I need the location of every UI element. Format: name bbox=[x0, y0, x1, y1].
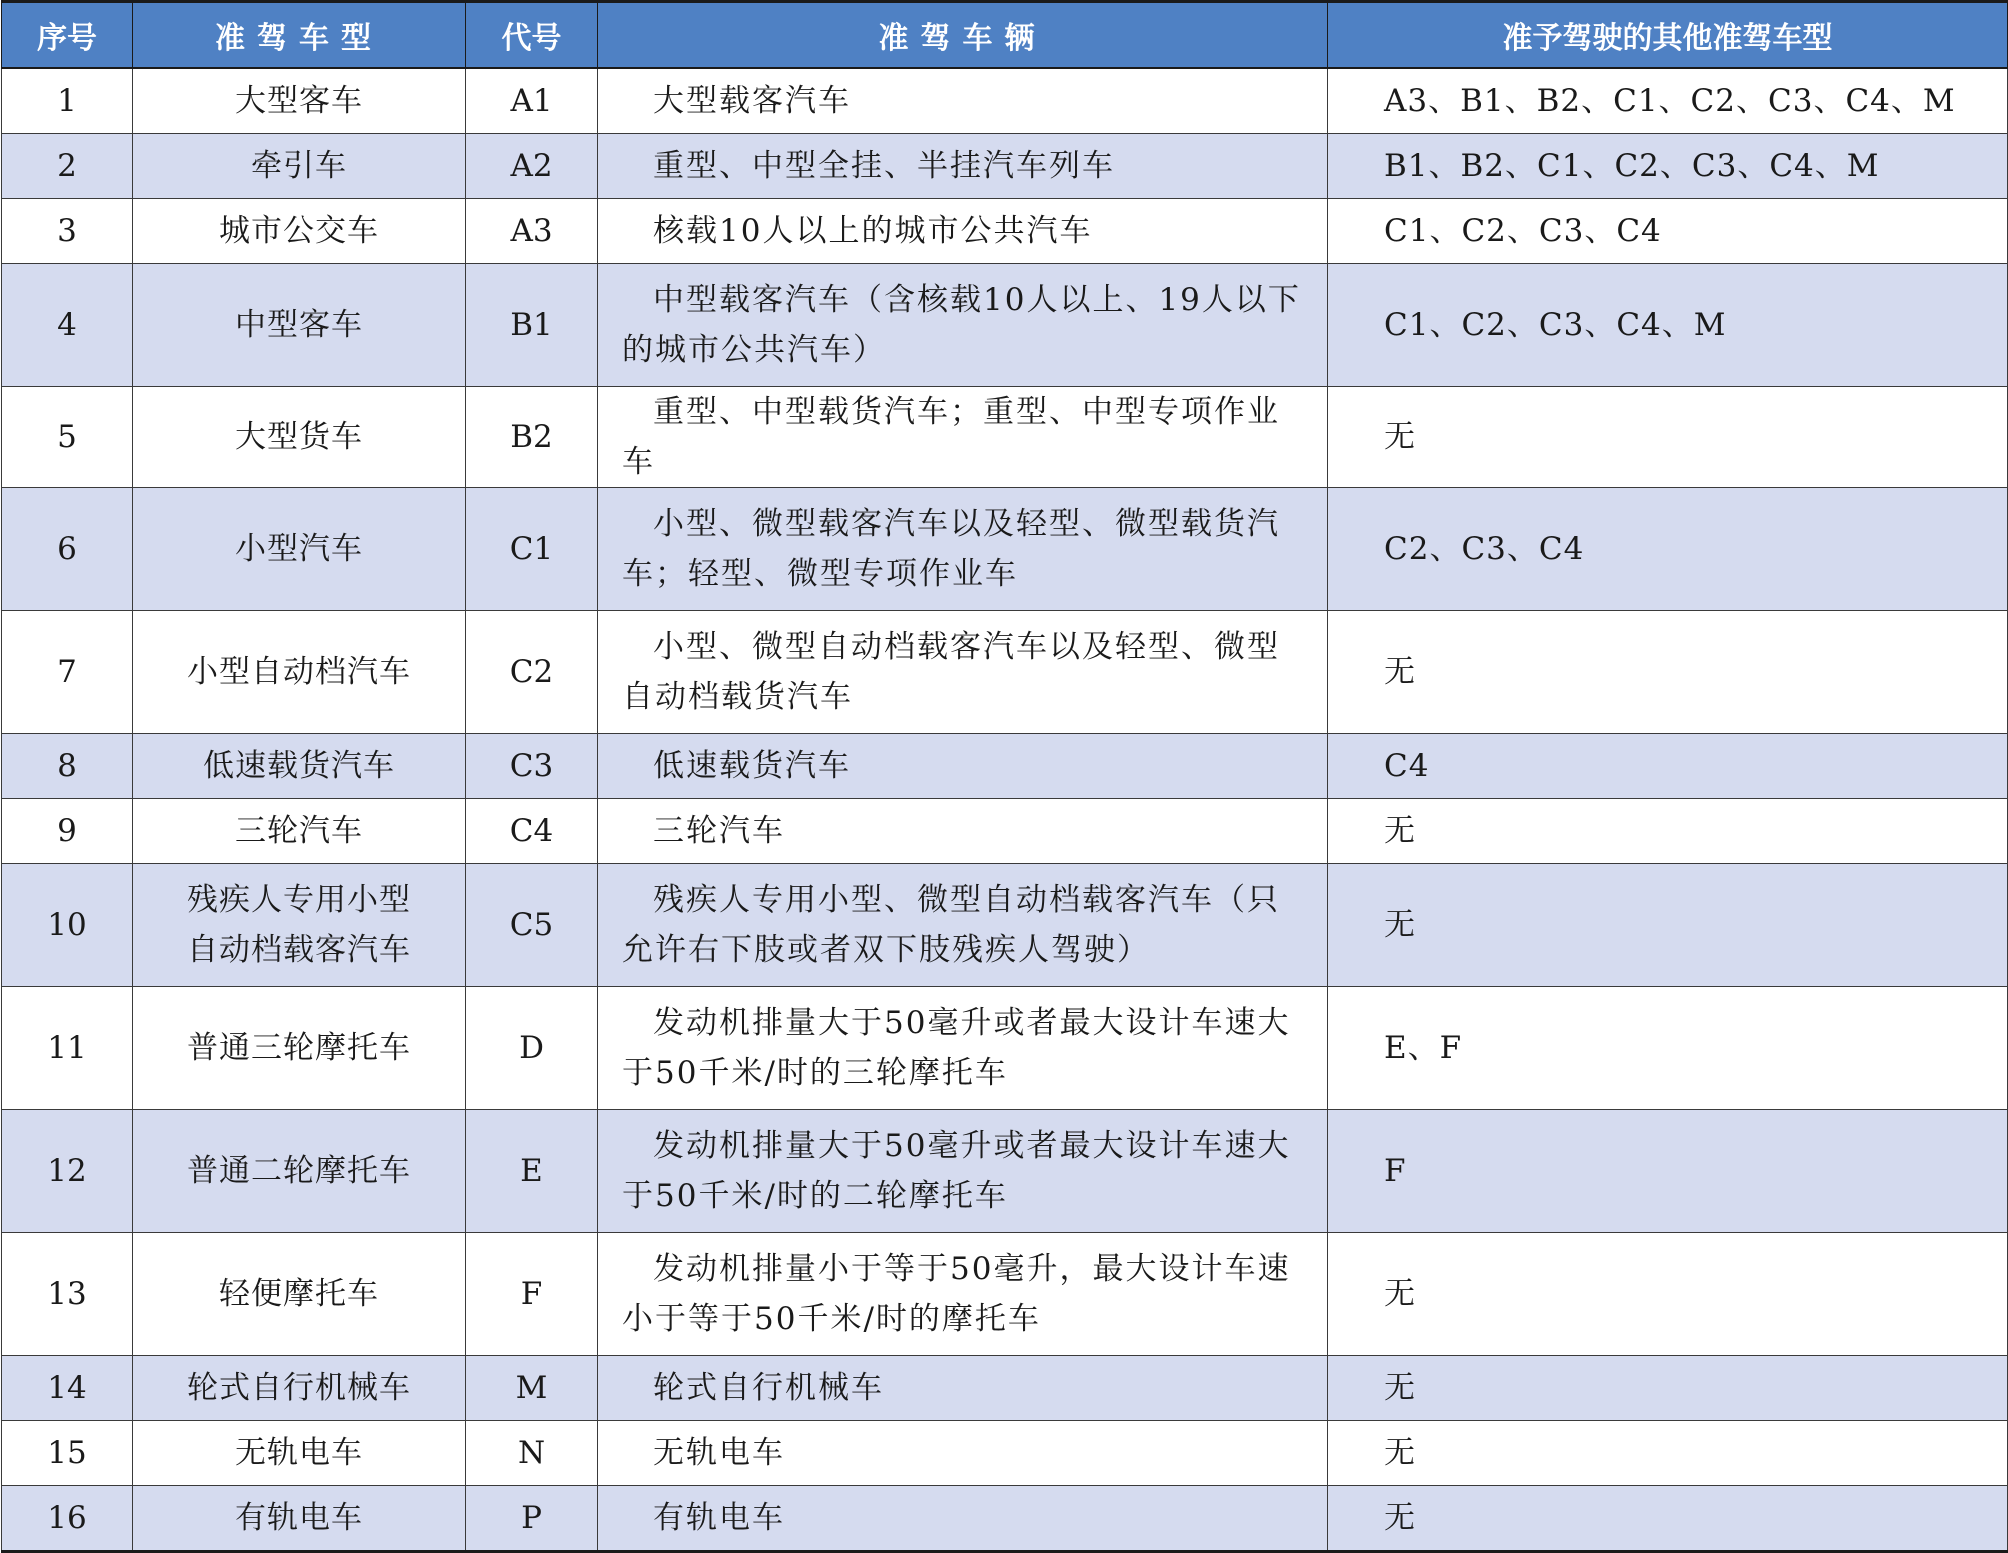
cell-code: A2 bbox=[466, 134, 598, 199]
cell-type: 残疾人专用小型自动档载客汽车 bbox=[133, 864, 466, 987]
cell-vehicles: 发动机排量大于50毫升或者最大设计车速大于50千米/时的三轮摩托车 bbox=[598, 987, 1328, 1110]
cell-other: C1、C2、C3、C4、M bbox=[1328, 264, 2008, 387]
table-body bbox=[2, 68, 2008, 1552]
cell-other: 无 bbox=[1328, 864, 2008, 987]
cell-other: E、F bbox=[1328, 987, 2008, 1110]
cell-code: D bbox=[466, 987, 598, 1110]
cell-type: 普通二轮摩托车 bbox=[133, 1110, 466, 1233]
table-row bbox=[2, 1110, 2008, 1233]
cell-no: 12 bbox=[2, 1110, 133, 1233]
table-row bbox=[2, 864, 2008, 987]
cell-vehicles: 重型、中型载货汽车；重型、中型专项作业车 bbox=[598, 387, 1328, 488]
table-row bbox=[2, 387, 2008, 488]
cell-type: 轻便摩托车 bbox=[133, 1233, 466, 1356]
cell-no: 9 bbox=[2, 799, 133, 864]
cell-code: C3 bbox=[466, 734, 598, 799]
cell-vehicles: 大型载客汽车 bbox=[598, 68, 1328, 134]
cell-vehicles: 轮式自行机械车 bbox=[598, 1356, 1328, 1421]
cell-type: 三轮汽车 bbox=[133, 799, 466, 864]
cell-code: C2 bbox=[466, 611, 598, 734]
cell-other: C2、C3、C4 bbox=[1328, 488, 2008, 611]
table-row bbox=[2, 1233, 2008, 1356]
cell-vehicles: 重型、中型全挂、半挂汽车列车 bbox=[598, 134, 1328, 199]
table-row bbox=[2, 1486, 2008, 1552]
cell-other: 无 bbox=[1328, 1356, 2008, 1421]
cell-type: 大型客车 bbox=[133, 68, 466, 134]
cell-other: C4 bbox=[1328, 734, 2008, 799]
table-row bbox=[2, 734, 2008, 799]
cell-type: 无轨电车 bbox=[133, 1421, 466, 1486]
header-code: 代号 bbox=[466, 2, 598, 69]
cell-type: 城市公交车 bbox=[133, 199, 466, 264]
cell-code: B2 bbox=[466, 387, 598, 488]
cell-type: 低速载货汽车 bbox=[133, 734, 466, 799]
cell-no: 14 bbox=[2, 1356, 133, 1421]
cell-vehicles: 核载10人以上的城市公共汽车 bbox=[598, 199, 1328, 264]
cell-vehicles: 残疾人专用小型、微型自动档载客汽车（只允许右下肢或者双下肢残疾人驾驶） bbox=[598, 864, 1328, 987]
cell-no: 8 bbox=[2, 734, 133, 799]
cell-other: C1、C2、C3、C4 bbox=[1328, 199, 2008, 264]
cell-type: 轮式自行机械车 bbox=[133, 1356, 466, 1421]
cell-vehicles: 小型、微型自动档载客汽车以及轻型、微型自动档载货汽车 bbox=[598, 611, 1328, 734]
cell-no: 16 bbox=[2, 1486, 133, 1552]
table-header bbox=[2, 2, 2008, 69]
cell-code: B1 bbox=[466, 264, 598, 387]
cell-other: 无 bbox=[1328, 1233, 2008, 1356]
cell-code: F bbox=[466, 1233, 598, 1356]
cell-other: 无 bbox=[1328, 611, 2008, 734]
cell-no: 1 bbox=[2, 68, 133, 134]
cell-code: C1 bbox=[466, 488, 598, 611]
cell-other: B1、B2、C1、C2、C3、C4、M bbox=[1328, 134, 2008, 199]
cell-no: 3 bbox=[2, 199, 133, 264]
cell-other: 无 bbox=[1328, 387, 2008, 488]
cell-vehicles: 三轮汽车 bbox=[598, 799, 1328, 864]
cell-code: C4 bbox=[466, 799, 598, 864]
cell-other: 无 bbox=[1328, 1486, 2008, 1552]
header-other: 准予驾驶的其他准驾车型 bbox=[1328, 2, 2008, 69]
cell-vehicles: 无轨电车 bbox=[598, 1421, 1328, 1486]
cell-no: 4 bbox=[2, 264, 133, 387]
cell-code: P bbox=[466, 1486, 598, 1552]
cell-no: 13 bbox=[2, 1233, 133, 1356]
cell-no: 10 bbox=[2, 864, 133, 987]
table-row bbox=[2, 134, 2008, 199]
cell-vehicles: 有轨电车 bbox=[598, 1486, 1328, 1552]
table-row bbox=[2, 1356, 2008, 1421]
cell-other: F bbox=[1328, 1110, 2008, 1233]
table-row bbox=[2, 68, 2008, 134]
cell-code: N bbox=[466, 1421, 598, 1486]
cell-type: 牵引车 bbox=[133, 134, 466, 199]
cell-type: 有轨电车 bbox=[133, 1486, 466, 1552]
table-row bbox=[2, 1421, 2008, 1486]
cell-no: 15 bbox=[2, 1421, 133, 1486]
header-type: 准驾车型 bbox=[133, 2, 466, 69]
cell-vehicles: 小型、微型载客汽车以及轻型、微型载货汽车；轻型、微型专项作业车 bbox=[598, 488, 1328, 611]
header-row bbox=[2, 2, 2008, 69]
table-row bbox=[2, 987, 2008, 1110]
cell-no: 7 bbox=[2, 611, 133, 734]
cell-type: 普通三轮摩托车 bbox=[133, 987, 466, 1110]
cell-type: 中型客车 bbox=[133, 264, 466, 387]
cell-no: 11 bbox=[2, 987, 133, 1110]
cell-type: 小型自动档汽车 bbox=[133, 611, 466, 734]
cell-code: E bbox=[466, 1110, 598, 1233]
cell-vehicles: 中型载客汽车（含核载10人以上、19人以下的城市公共汽车） bbox=[598, 264, 1328, 387]
header-no: 序号 bbox=[2, 2, 133, 69]
cell-no: 6 bbox=[2, 488, 133, 611]
table-row bbox=[2, 488, 2008, 611]
cell-type: 大型货车 bbox=[133, 387, 466, 488]
cell-code: A1 bbox=[466, 68, 598, 134]
table-row bbox=[2, 264, 2008, 387]
cell-code: M bbox=[466, 1356, 598, 1421]
cell-code: C5 bbox=[466, 864, 598, 987]
table-row bbox=[2, 799, 2008, 864]
cell-code: A3 bbox=[466, 199, 598, 264]
cell-no: 5 bbox=[2, 387, 133, 488]
cell-vehicles: 低速载货汽车 bbox=[598, 734, 1328, 799]
cell-no: 2 bbox=[2, 134, 133, 199]
cell-type: 小型汽车 bbox=[133, 488, 466, 611]
license-class-table bbox=[1, 0, 2008, 1553]
table-row bbox=[2, 611, 2008, 734]
header-vehicles: 准驾车辆 bbox=[598, 2, 1328, 69]
cell-other: 无 bbox=[1328, 1421, 2008, 1486]
cell-vehicles: 发动机排量大于50毫升或者最大设计车速大于50千米/时的二轮摩托车 bbox=[598, 1110, 1328, 1233]
table-row bbox=[2, 199, 2008, 264]
cell-vehicles: 发动机排量小于等于50毫升，最大设计车速小于等于50千米/时的摩托车 bbox=[598, 1233, 1328, 1356]
cell-other: 无 bbox=[1328, 799, 2008, 864]
cell-other: A3、B1、B2、C1、C2、C3、C4、M bbox=[1328, 68, 2008, 134]
